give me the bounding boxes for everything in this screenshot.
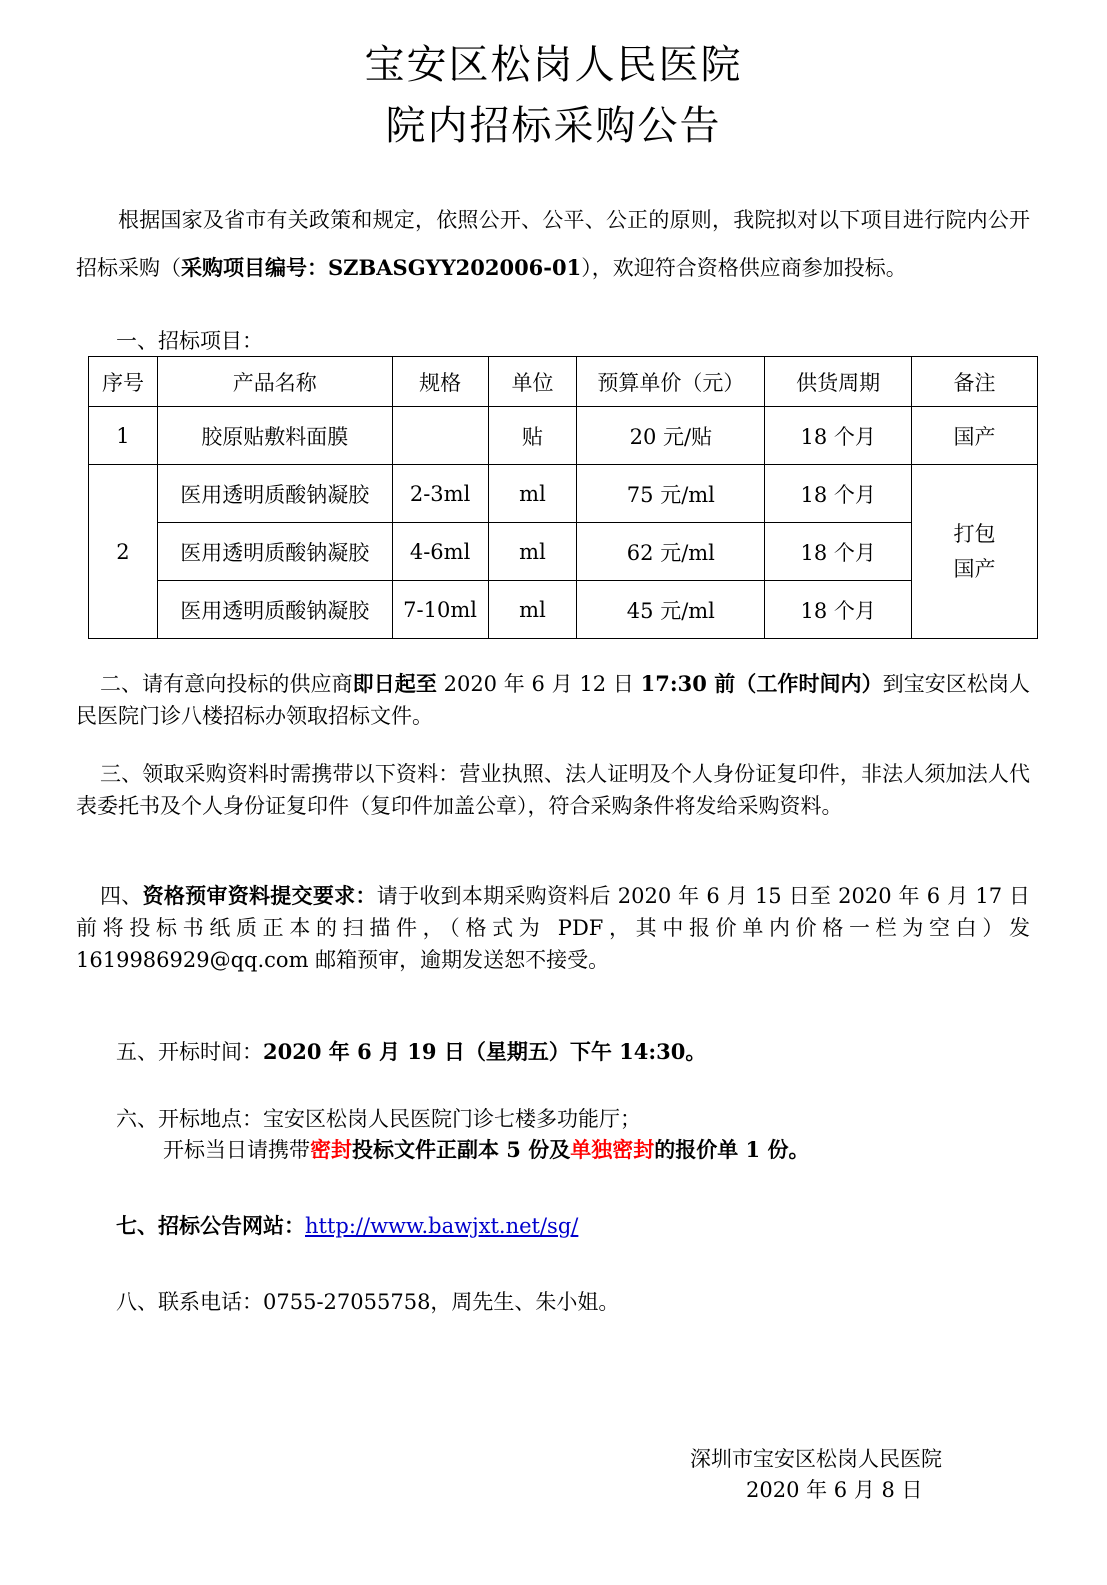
cell-remark: 国产	[912, 407, 1038, 465]
cell-price: 20 元/贴	[577, 407, 765, 465]
cell-unit: ml	[488, 523, 577, 581]
s6-sealed-separate: 单独密封	[570, 1137, 655, 1162]
remark-line: 打包	[953, 521, 996, 546]
table-row	[89, 523, 1038, 581]
cell-name: 医用透明质酸钠凝胶	[157, 581, 392, 639]
header-cell: 产品名称	[157, 357, 392, 407]
s4-text: 请于收到本期采购资料后 2020 年 6 月 15 日至 2020 年 6 月 17 日前将投标书纸质正本的扫描件，（格式为 PDF，其中报价单内价格一栏为空白）发 1619986929@qq.com 邮箱预审，逾期发送恕不接受。	[76, 884, 1031, 972]
remark-line: 国产	[953, 556, 996, 581]
table-row	[89, 465, 1038, 523]
s6-bold-end: 的报价单 1 份。	[654, 1137, 810, 1162]
document-title: 宝安区松岗人民医院	[364, 42, 743, 88]
cell-period: 18 个月	[765, 407, 912, 465]
project-number: 采购项目编号：SZBASGYY202006-01	[181, 255, 582, 280]
s4-bold: 资格预审资料提交要求：	[142, 883, 377, 908]
s2-text-end: 到宝安区松岗人民医院门诊八楼招标办领取招标文件。	[76, 672, 1030, 728]
document-subtitle: 院内招标采购公告	[385, 103, 722, 149]
s7-label: 七、招标公告网站：	[116, 1213, 305, 1238]
cell-spec	[392, 407, 488, 465]
cell-remark	[912, 465, 1038, 639]
cell-name: 医用透明质酸钠凝胶	[157, 523, 392, 581]
s2-date: 2020 年 6 月 12 日	[436, 672, 641, 696]
cell-spec: 4-6ml	[392, 523, 488, 581]
header-cell: 供货周期	[765, 357, 912, 407]
header-cell: 单位	[488, 357, 577, 407]
table-row	[89, 581, 1038, 639]
s5-time: 2020 年 6 月 19 日（星期五）下午 14:30。	[263, 1039, 707, 1064]
intro-paragraph	[76, 197, 1030, 292]
cell-price: 45 元/ml	[577, 581, 765, 639]
table-header-row	[89, 357, 1038, 407]
s2-text: 二、请有意向投标的供应商	[100, 672, 353, 696]
section-3-paragraph: 三、领取采购资料时需携带以下资料：营业执照、法人证明及个人身份证复印件，非法人须加法人代表委托书及个人身份证复印件（复印件加盖公章），符合采购条件将发给采购资料。	[76, 762, 1030, 818]
s4-prefix: 四、	[100, 884, 143, 908]
cell-no: 1	[89, 407, 158, 465]
cell-price: 62 元/ml	[577, 523, 765, 581]
signature-org: 深圳市宝安区松岗人民医院	[690, 1447, 942, 1471]
header-cell: 规格	[392, 357, 488, 407]
cell-period: 18 个月	[765, 523, 912, 581]
s2-deadline: 17:30 前（工作时间内）	[640, 671, 883, 696]
intro-text-1: 根据国家及省市有关政策和规定，依照公开、公平、公正的原则，我院拟对以下项目进行院内公开招标采购（	[76, 208, 1030, 280]
cell-name: 胶原贴敷料面膜	[157, 407, 392, 465]
header-cell: 备注	[912, 357, 1038, 407]
section-6-line-1: 六、开标地点：宝安区松岗人民医院门诊七楼多功能厅；	[116, 1107, 641, 1131]
table-row	[89, 407, 1038, 465]
cell-unit: 贴	[488, 407, 577, 465]
cell-unit: ml	[488, 465, 577, 523]
s6-text: 开标当日请携带	[163, 1138, 310, 1162]
cell-spec: 2-3ml	[392, 465, 488, 523]
cell-price: 75 元/ml	[577, 465, 765, 523]
cell-spec: 7-10ml	[392, 581, 488, 639]
s5-label: 五、开标时间：	[116, 1040, 263, 1064]
signature-date: 2020 年 6 月 8 日	[746, 1478, 923, 1502]
bid-items-table	[88, 356, 1038, 639]
cell-period: 18 个月	[765, 581, 912, 639]
s6-sealed: 密封	[310, 1137, 352, 1162]
header-cell: 预算单价（元）	[577, 357, 765, 407]
section-7-paragraph	[116, 1210, 1070, 1242]
section-1-heading: 一、招标项目：	[116, 329, 263, 353]
website-link[interactable]: http://www.bawjxt.net/sg/	[305, 1214, 579, 1238]
section-2-paragraph	[76, 668, 1030, 732]
cell-name: 医用透明质酸钠凝胶	[157, 465, 392, 523]
header-cell: 序号	[89, 357, 158, 407]
section-6-line-2	[163, 1134, 1107, 1166]
section-5-paragraph	[116, 1036, 1070, 1068]
intro-text-2: ），欢迎符合资格供应商参加投标。	[581, 256, 907, 280]
s2-bold: 即日起至	[352, 671, 437, 696]
cell-no: 2	[89, 465, 158, 639]
section-4-paragraph	[76, 880, 1030, 976]
s6-bold: 投标文件正副本 5 份及	[352, 1137, 571, 1162]
cell-period: 18 个月	[765, 465, 912, 523]
cell-unit: ml	[488, 581, 577, 639]
section-8-paragraph: 八、联系电话：0755-27055758，周先生、朱小姐。	[116, 1290, 620, 1314]
